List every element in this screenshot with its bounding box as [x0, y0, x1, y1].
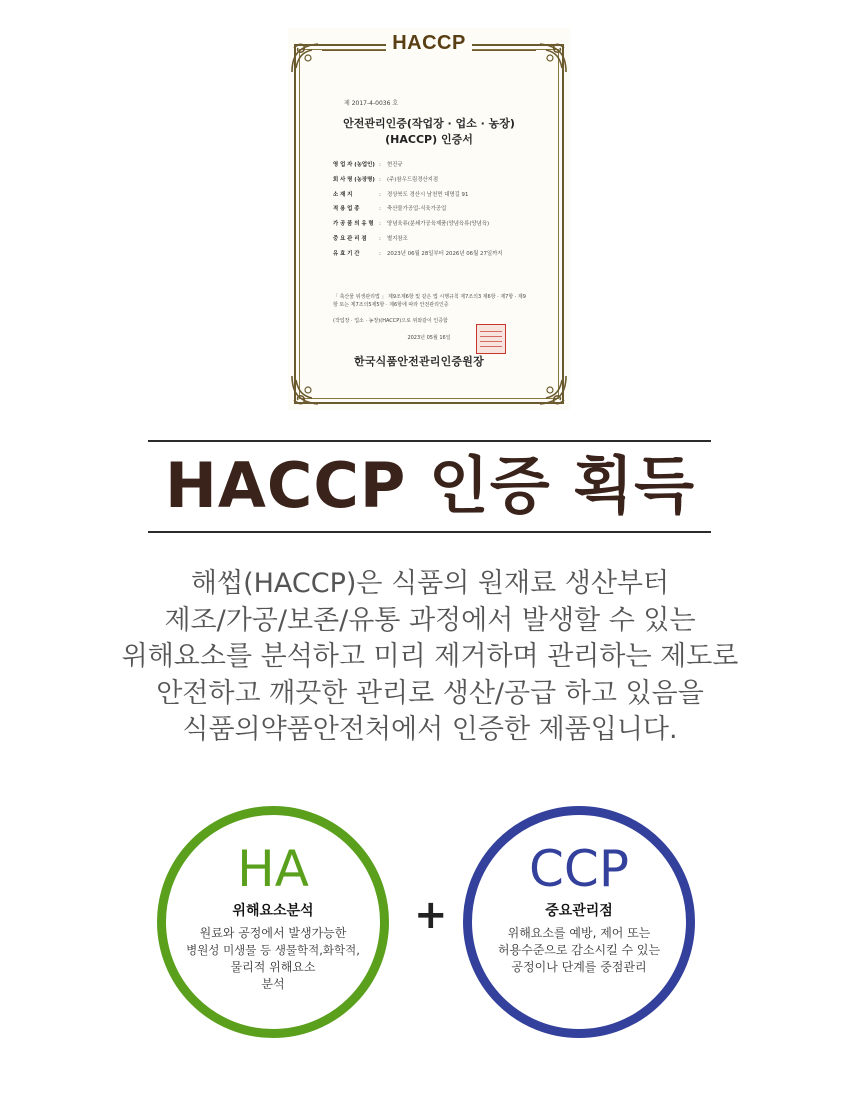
certificate-body-text-2: (작업장 · 업소 · 농장)(HACCP)으로 위와같이 인증함 — [333, 318, 448, 324]
certificate-field: 소 재 지 : 경상북도 경산시 남천면 대명길 91 — [333, 191, 469, 198]
headline-rule-top — [148, 440, 711, 442]
certificate-body-text: 「 축산물 위생관리법 」 제9조제6항 및 같은 법 시행규칙 제7조의3 제6항 · 제7항 · 제9항 또는 제7조의5제5항 · 제6항에 따라 안전관리인증 — [333, 294, 526, 308]
description-line: 제조/가공/보존/유통 과정에서 발생할 수 있는 — [164, 604, 696, 636]
certificate-fields — [333, 162, 533, 266]
description-line: 해썹(HACCP)은 식품의 원재료 생산부터 — [190, 568, 670, 599]
certificate-issuer: 한국식품안전관리인증원장 — [354, 355, 484, 368]
certificate-field: 유 효 기 간 : 2023년 06월 28일부터 2026년 06월 27일까지 — [333, 250, 503, 257]
certificate-field: 회 사 명 (농장명) : (주)참우드림경산지점 — [333, 176, 439, 183]
certificate-date: 2023년 05월 16일 — [407, 335, 451, 341]
headline-rule-bottom — [148, 531, 711, 533]
ha-circle — [157, 806, 389, 1038]
haccp-certificate-image — [288, 28, 570, 410]
plus-sign: + — [414, 892, 448, 938]
certificate-field: 영 업 자 (농업인) : 현진규 — [333, 162, 403, 168]
certificate-number: 제 2017-4-0036 호 — [344, 100, 399, 107]
ccp-description: 위해요소를 예방, 제어 또는 허용수준으로 감소시킬 수 있는 공정이나 단계를 중점관리 — [497, 926, 661, 974]
certificate-field: 가 공 품 의 유 형 : 양념육류(분쇄가공육제품(양념육류(양념육) — [333, 221, 490, 228]
ornament-corner-icon — [532, 372, 570, 410]
certificate-field: 중 요 관 리 점 : 별지참조 — [333, 235, 408, 242]
certificate-title: 안전관리인증(작업장 · 업소 · 농장) (HACCP) 인증서 — [343, 117, 515, 146]
description-line: 안전하고 깨끗한 관리로 생산/공급 하고 있음을 — [156, 677, 704, 709]
ccp-abbreviation: CCP — [529, 840, 629, 898]
certificate-field: 적 용 업 종 : 축산물가공업-식육가공업 — [333, 206, 447, 213]
ha-abbreviation: HA — [237, 840, 309, 898]
haccp-description — [0, 566, 860, 749]
official-seal-icon — [476, 324, 506, 354]
ha-description: 원료와 공정에서 발생가능한 병원성 미생물 등 생물학적,화학적, 물리적 위해요소 분석 — [186, 926, 360, 991]
description-line: 위해요소를 분석하고 미리 제거하며 관리하는 제도로 — [121, 641, 739, 672]
ccp-circle — [463, 806, 695, 1038]
certificate-logo: HACCP — [288, 32, 570, 55]
ha-name: 위해요소분석 — [232, 903, 314, 919]
page-title: HACCP 인증 획득 — [164, 449, 696, 522]
ornament-corner-icon — [288, 372, 326, 410]
ccp-name: 중요관리점 — [545, 903, 613, 919]
description-line: 식품의약품안전처에서 인증한 제품입니다. — [182, 714, 678, 745]
